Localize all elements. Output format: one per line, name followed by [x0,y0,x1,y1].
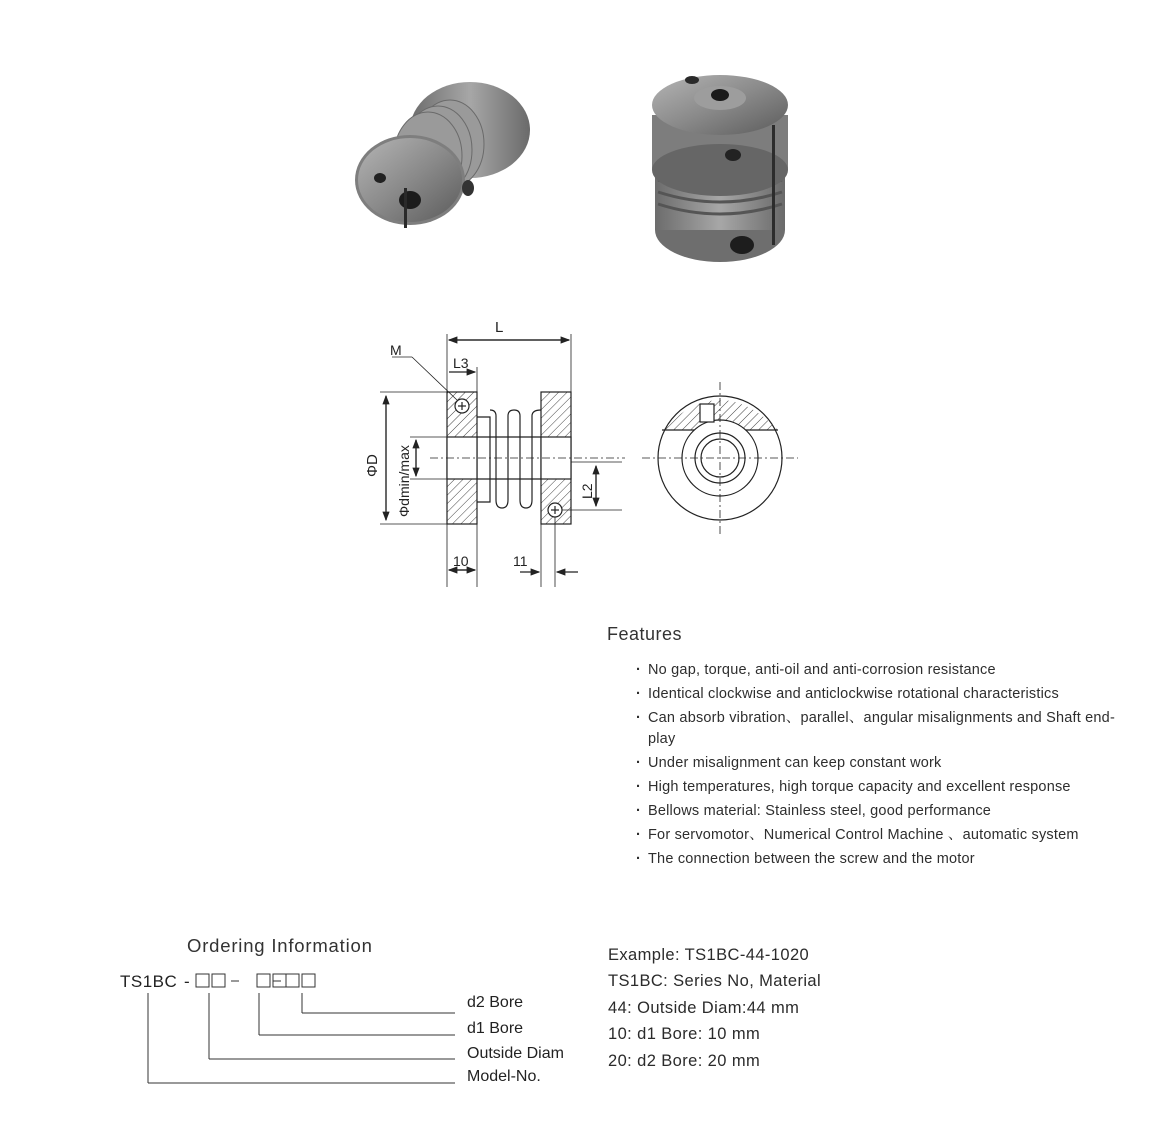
example-line: 10: d1 Bore: 10 mm [608,1025,761,1044]
label-L: L [495,319,504,336]
example-line: 20: d2 Bore: 20 mm [608,1051,761,1070]
label-outside-diam: Outside Diam [467,1045,564,1062]
label-d1-bore: d1 Bore [467,1020,524,1037]
label-phi-D: ΦD [364,454,381,477]
feature-item: · Identical clockwise and anticlockwise rotational characteristics [636,684,1116,705]
features-list [636,660,1116,873]
feature-item: · Bellows material: Stainless steel, good performance [636,801,1116,822]
label-10: 10 [453,553,469,569]
side-view [380,334,625,587]
label-model-no: Model-No. [467,1068,541,1085]
feature-item: · The connection between the screw and the motor [636,849,1116,870]
label-L3: L3 [453,355,469,371]
features-title: Features [607,624,683,644]
label-L2: L2 [579,483,595,499]
feature-item: · Under misalignment can keep constant work [636,753,1116,774]
feature-item: · Can absorb vibration、parallel、angular misalignments and Shaft end-play [636,708,1116,750]
feature-item: · High temperatures, high torque capacity and excellent response [636,777,1116,798]
coupling-photo-left [355,82,530,228]
ordering-diagram [110,965,600,1090]
label-M: M [390,342,402,358]
feature-item: · For servomotor、Numerical Control Machine 、automatic system [636,825,1116,846]
product-photos [340,70,820,270]
example-block [608,942,821,1074]
example-line: Example: TS1BC-44-1020 [608,946,810,964]
ordering-title: Ordering Information [187,935,373,956]
order-code-prefix: TS1BC [120,972,178,991]
label-11: 11 [513,553,528,569]
coupling-photo-right [652,75,788,262]
technical-drawing [350,312,810,592]
label-d2-bore: d2 Bore [467,994,524,1011]
svg-text:-: - [184,972,190,991]
feature-item: · No gap, torque, anti-oil and anti-corrosion resistance [636,660,1116,681]
label-phi-dminmax: Φdmin/max [396,445,412,517]
end-view [642,382,798,534]
example-line: 44: Outside Diam:44 mm [608,998,800,1017]
example-line: TS1BC: Series No, Material [608,972,822,991]
